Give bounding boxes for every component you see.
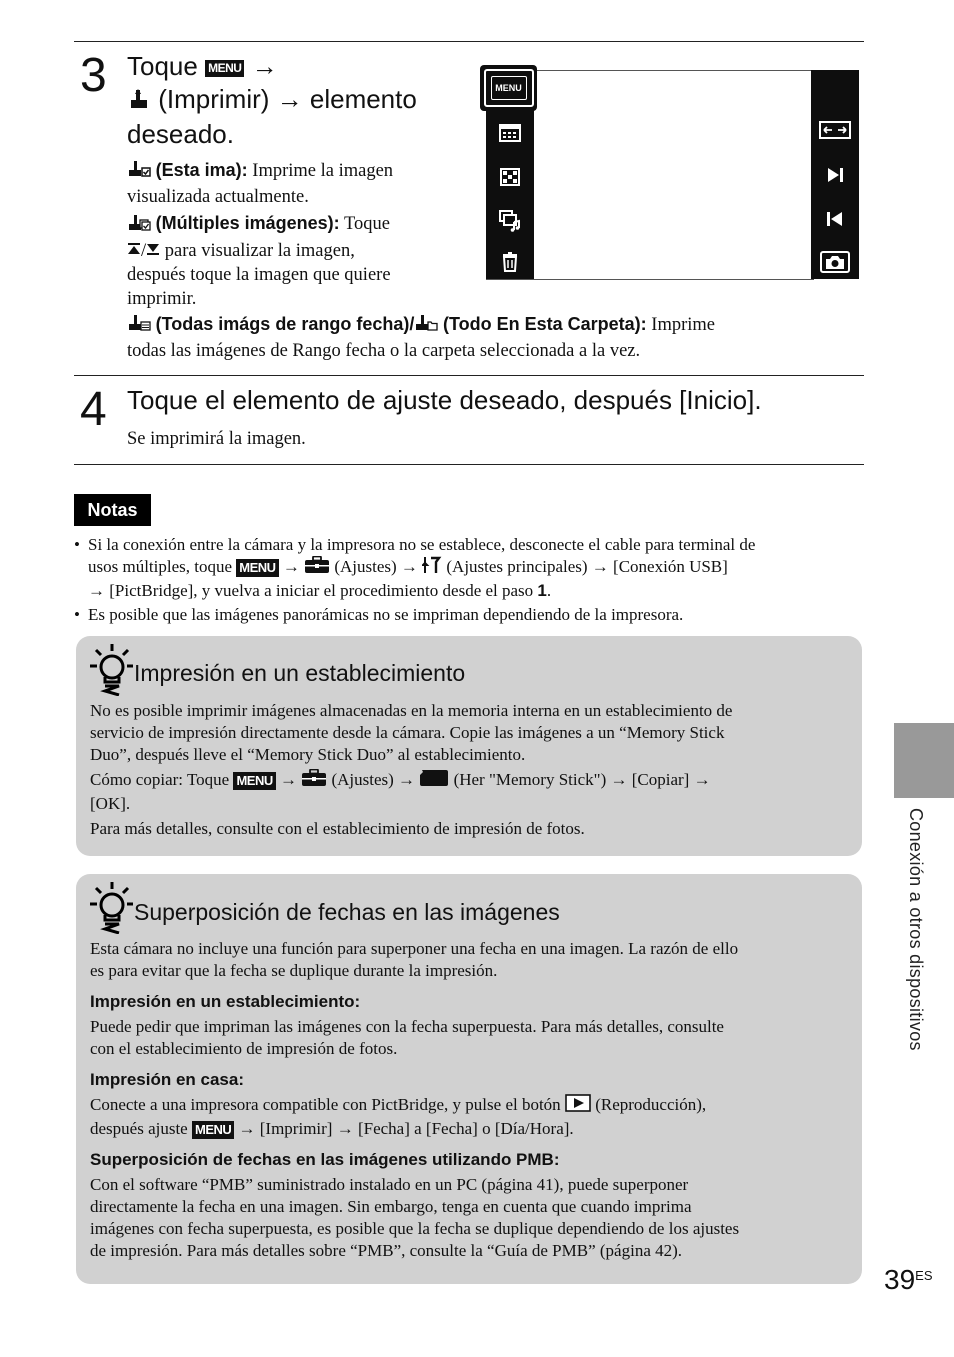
memory-stick-icon	[419, 769, 449, 793]
step-3-number: 3	[80, 49, 107, 102]
tip-2-heading-pmb: Superposición de fechas en las imágenes utilizando PMB:	[90, 1150, 560, 1170]
notes-list	[74, 534, 864, 626]
note-1: • Si la conexión entre la cámara y la impresora no se establece, desconecte el cable para terminal de usos múltiples, toque MENU → (Ajustes) → (Ajustes principales) → [Conexión USB] → [PictBridge], y vuelva a iniciar el procedimiento desde el paso 1.	[74, 535, 756, 601]
tip-1-title: Impresión en un establecimiento	[134, 660, 466, 686]
note-2: • Es posible que las imágenes panorámicas no se impriman dependiendo de la impresora.	[74, 605, 684, 625]
step-4-text: Se imprimirá la imagen.	[127, 429, 306, 449]
trash-icon[interactable]	[498, 251, 522, 273]
index-view-icon[interactable]	[498, 166, 522, 188]
step-3-item-3: (Todas imágs de rango fecha)/ (Todo En Esta Carpeta): Imprime todas las imágenes de Rango fecha o la carpeta seleccionada a la vez.	[127, 314, 715, 362]
image-size-toggle-icon[interactable]	[818, 119, 852, 141]
camera-mode-icon[interactable]	[819, 250, 851, 274]
step-4-bottom-rule	[74, 464, 864, 465]
print-folder-icon	[414, 312, 438, 339]
scroll-up-icon	[127, 239, 141, 263]
print-multiple-icon	[127, 212, 151, 239]
next-image-icon[interactable]	[823, 164, 847, 186]
camera-screen-illustration	[480, 65, 860, 280]
step-4-number: 4	[80, 383, 107, 436]
hint-lightbulb-icon	[88, 642, 134, 701]
top-rule	[74, 41, 864, 42]
step-4-title: Toque el elemento de ajuste deseado, después [Inicio].	[127, 385, 762, 415]
chapter-label: Conexión a otros dispositivos	[906, 808, 926, 1051]
menu-icon: MENU	[233, 772, 275, 790]
print-this-image-icon	[127, 158, 151, 185]
tip-2-heading-shop: Impresión en un establecimiento:	[90, 992, 361, 1011]
page-number: $39^{ES}$	[884, 1264, 933, 1295]
calendar-icon[interactable]	[498, 122, 522, 144]
tip-1-body: No es posible imprimir imágenes almacenadas en la memoria interna en un establecimiento de servicio de impresión directamente desde la cámara. Copie las imágenes a un “Memory Stick Duo”, después lleve el “Memory Stick Duo” al establecimiento. Cómo copiar: Toque MENU → (Ajustes) → (Her "Memory Stick") → [Copiar] → [OK]. Para más detalles, consulte con el establecimiento de impresión de fotos.	[90, 701, 733, 839]
settings-toolbox-icon	[304, 556, 330, 580]
step-3-items: (Esta ima): Imprime la imagen visualizada actualmente. (Múltiples imágenes): Toque / para visualizar la imagen, después toque la imagen que quiere imprimir.	[127, 160, 394, 310]
menu-button[interactable]	[480, 65, 537, 111]
previous-image-icon[interactable]	[823, 208, 847, 230]
scroll-down-icon	[146, 239, 160, 263]
tip-2-heading-home: Impresión en casa:	[90, 1070, 245, 1089]
step-3-title: Toque MENU → (Imprimir) → elemento deseado.	[127, 51, 417, 149]
print-date-range-icon	[127, 312, 151, 339]
tip-2-body: Esta cámara no incluye una función para superponer una fecha en una imagen. La razón de ello es para evitar que la fecha se duplique durante la impresión. Impresión en un establecimiento: Puede pedir que impriman las imágenes con la fecha superpuesta. Para más detalles, consulte con el establecimiento de impresión de fotos. Impresión en casa: Conecte a una impresora compatible con PictBridge, y pulse el botón (Reproducción), después ajuste MENU → [Imprimir] → [Fecha] a [Fecha] o [Día/Hora]. Superposición de fechas en las imágenes utilizando PMB: Con el software “PMB” suministrado instalado en un PC (página 41), puede superponer directamente la fecha en una imagen. Sin embargo, tenga en cuenta que cuando imprima imágenes con fecha superpuesta, es posible que la fecha se duplique dependiendo de los ajustes de impresión. Para más detalles sobre “PMB”, consulte la “Guía de PMB” (página 42).	[90, 938, 855, 1262]
tip-2-title: Superposición de fechas en las imágenes	[134, 899, 560, 925]
playback-button-icon	[565, 1094, 591, 1118]
menu-icon: MENU	[236, 559, 278, 577]
tip-box-date-overlay	[76, 874, 862, 1284]
tip-box-printing-shop	[76, 636, 862, 856]
main-settings-icon	[422, 556, 442, 580]
menu-icon: MENU	[192, 1121, 234, 1139]
print-icon	[127, 85, 151, 118]
notes-header: Notas	[74, 494, 151, 526]
menu-button-label: MENU	[495, 83, 522, 93]
hint-lightbulb-icon	[88, 880, 134, 939]
menu-icon: MENU	[205, 60, 244, 77]
chapter-tab	[894, 723, 954, 798]
slideshow-icon[interactable]	[498, 209, 522, 233]
settings-toolbox-icon	[301, 769, 327, 793]
step-4-rule	[74, 375, 864, 376]
